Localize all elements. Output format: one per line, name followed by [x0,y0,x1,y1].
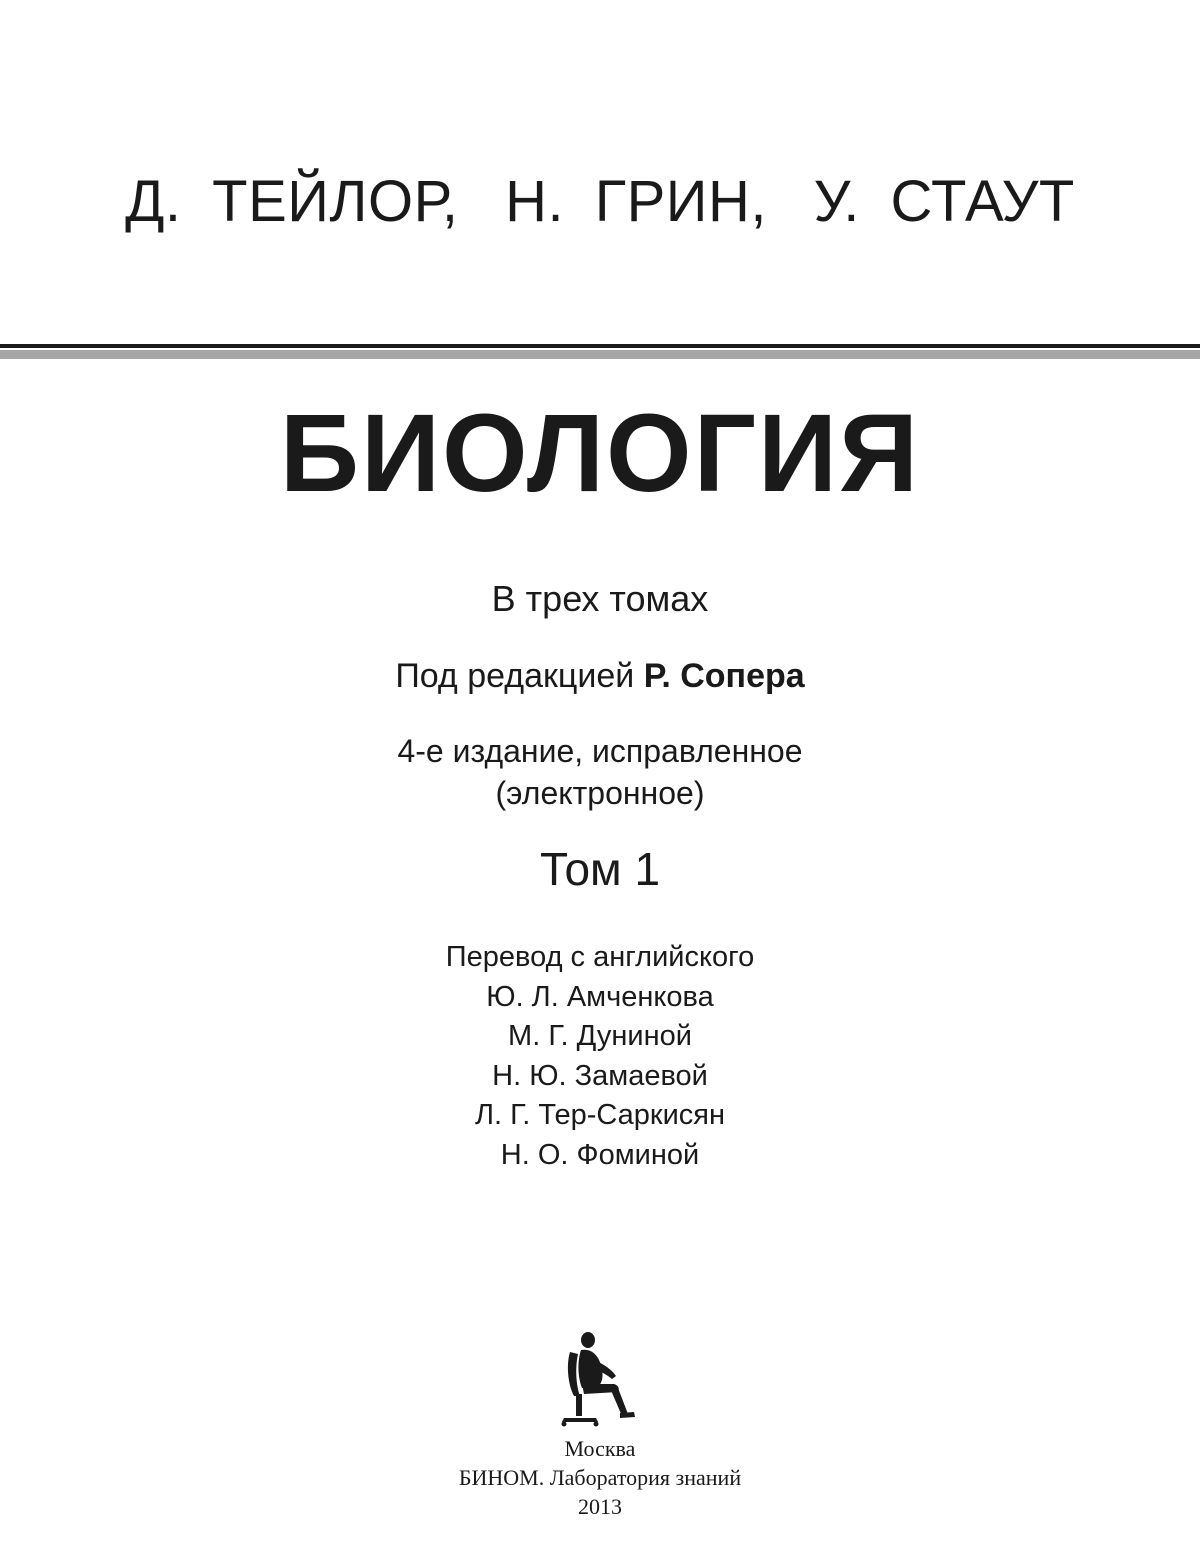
translation-heading: Перевод с английского [445,941,755,973]
edition-info [0,730,1200,814]
translator-name: М. Г. Дуниной [508,1020,692,1052]
publisher-name: БИНОМ. Лаборатория знаний [458,1465,742,1490]
volume-number: Том 1 [539,843,661,895]
translator-name: Н. Ю. Замаевой [492,1059,708,1092]
author: Н. ГРИН, [505,169,767,234]
book-title: БИОЛОГИЯ [279,392,921,515]
translator-name: Н. О. Фоминой [500,1138,700,1171]
translator-name: Ю. Л. Амченкова [486,980,714,1013]
author: Д. ТЕЙЛОР, [125,169,459,234]
divider-light [0,350,1200,359]
divider-dark [0,344,1200,348]
publication-year: 2013 [578,1494,622,1519]
edition-line: (электронное) [495,775,705,811]
editor-prefix: Под редакцией [395,657,635,695]
publisher-city: Москва [564,1436,636,1461]
translator-name: Л. Г. Тер-Саркисян [474,1099,726,1131]
authors [0,168,1200,235]
volumes-note: В трех томах [491,578,709,619]
editor-line [0,657,1200,696]
edition-line: 4-е издание, исправленное [397,733,803,769]
author: У. СТАУТ [813,169,1075,234]
publisher-info [0,1434,1200,1521]
translation-block [0,938,1200,1175]
editor-name: Р. Сопера [643,657,805,695]
seated-man-silhouette-icon [548,1330,648,1430]
